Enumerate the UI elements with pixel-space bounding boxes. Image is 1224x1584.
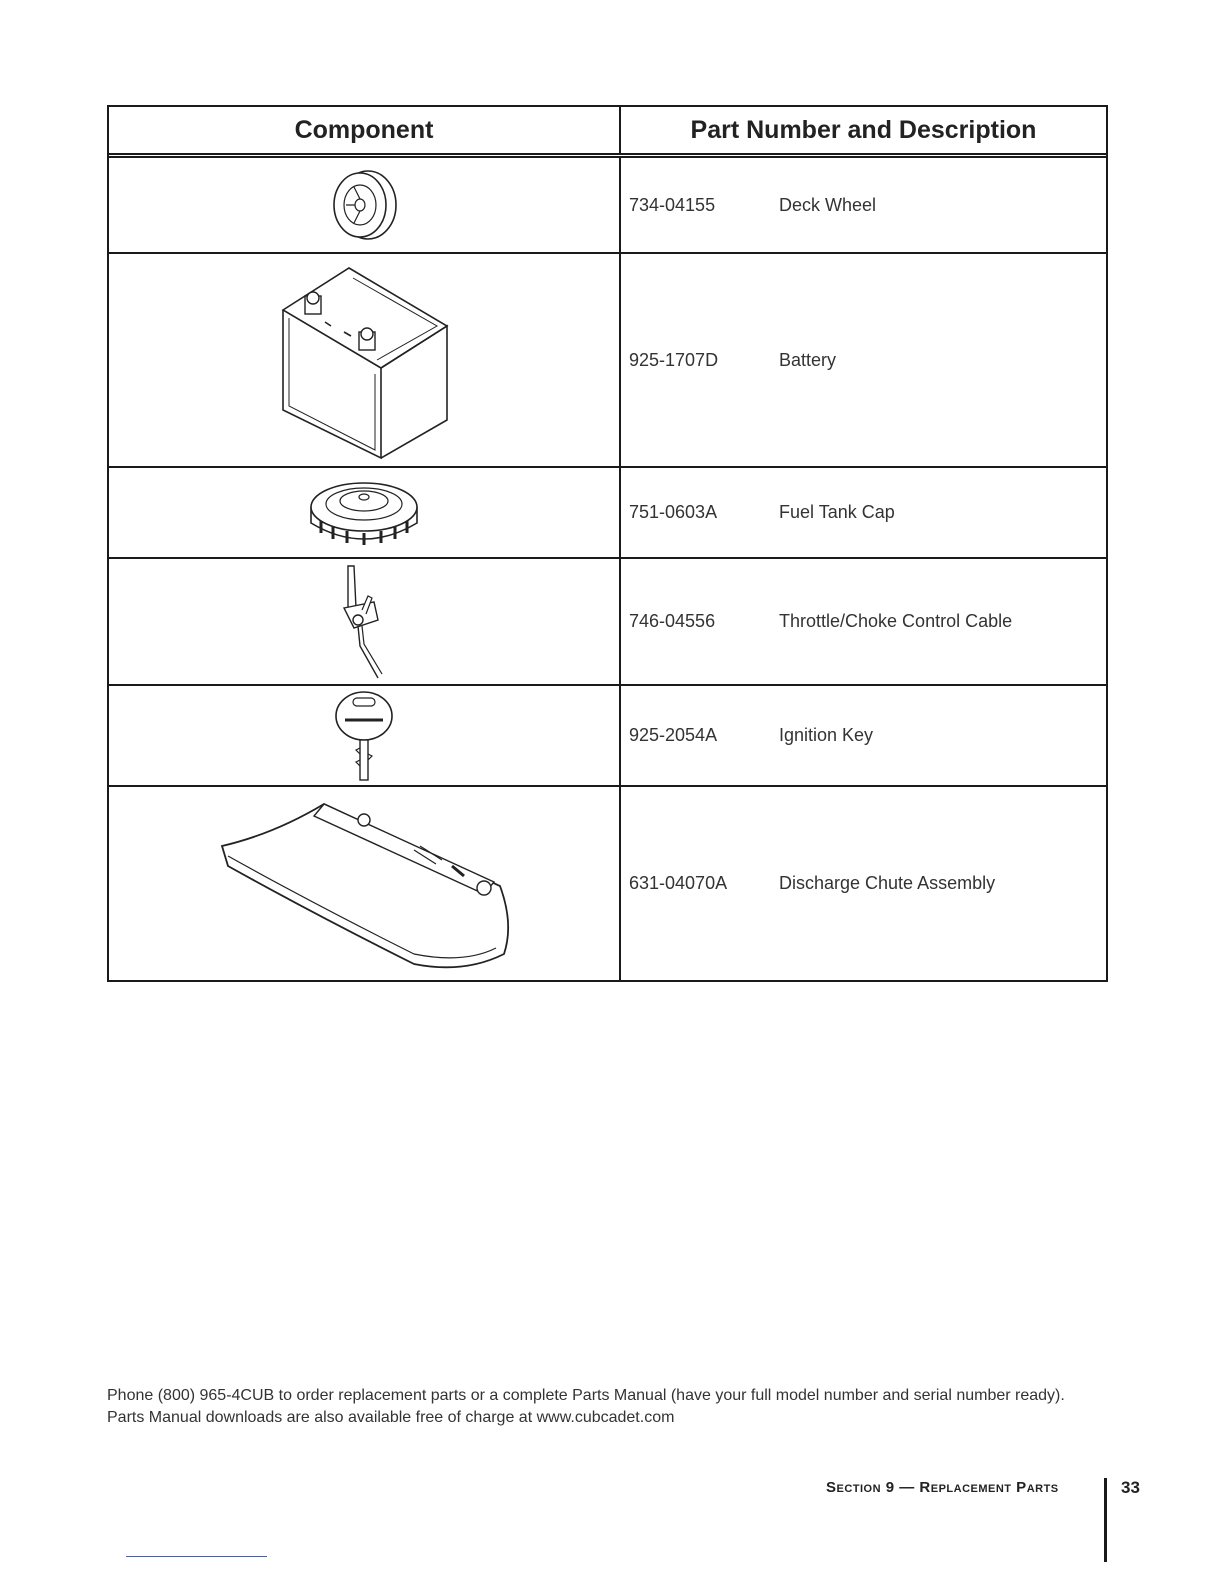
part-description-cell xyxy=(621,686,1106,785)
discharge-chute-icon xyxy=(214,794,514,974)
part-description-cell xyxy=(621,559,1106,684)
table-header xyxy=(109,107,1106,158)
table-row xyxy=(109,254,1106,468)
part-number: 746-04556 xyxy=(629,611,716,631)
part-description-header: Part Number and Description xyxy=(690,115,1037,144)
part-number: 751-0603A xyxy=(629,502,718,522)
ordering-note: Phone (800) 965-4CUB to order replacement parts or a complete Parts Manual (have your full model number and serial number ready). Parts Manual downloads are also available free of charge at www.cubcadet.com xyxy=(107,1387,1065,1426)
part-description-cell xyxy=(621,254,1106,466)
table-row xyxy=(109,686,1106,787)
part-description: Fuel Tank Cap xyxy=(779,502,895,522)
deck-wheel-icon xyxy=(324,165,404,245)
ignition-key-icon xyxy=(329,688,399,783)
part-number: 925-1707D xyxy=(629,349,719,370)
component-header: Component xyxy=(109,107,621,153)
component-image-cell xyxy=(109,787,621,980)
component-image-cell xyxy=(109,468,621,557)
bottom-rule xyxy=(126,1556,267,1557)
table-row xyxy=(109,787,1106,980)
part-description-cell xyxy=(621,787,1106,980)
part-number: 734-04155 xyxy=(629,194,716,215)
part-description: Throttle/Choke Control Cable xyxy=(779,611,1013,631)
control-cable-icon xyxy=(334,562,394,682)
battery-icon xyxy=(269,260,459,460)
part-description-cell xyxy=(621,468,1106,557)
part-description: Deck Wheel xyxy=(779,194,877,215)
part-number: 925-2054A xyxy=(629,725,718,745)
fuel-tank-cap-icon xyxy=(299,473,429,553)
table-row xyxy=(109,559,1106,686)
part-number: 631-04070A xyxy=(629,873,728,893)
page-divider xyxy=(1104,1478,1107,1562)
part-description: Discharge Chute Assembly xyxy=(779,873,996,893)
table-row xyxy=(109,158,1106,254)
table-row xyxy=(109,468,1106,559)
component-image-cell xyxy=(109,158,621,252)
page-number: 33 xyxy=(1121,1478,1140,1497)
component-image-cell xyxy=(109,254,621,466)
section-label: Section 9 — Replacement Parts xyxy=(826,1479,1059,1496)
component-image-cell xyxy=(109,559,621,684)
component-image-cell xyxy=(109,686,621,785)
part-description-cell xyxy=(621,158,1106,252)
part-description: Ignition Key xyxy=(779,725,874,745)
parts-table xyxy=(107,105,1108,982)
part-description: Battery xyxy=(779,349,837,370)
